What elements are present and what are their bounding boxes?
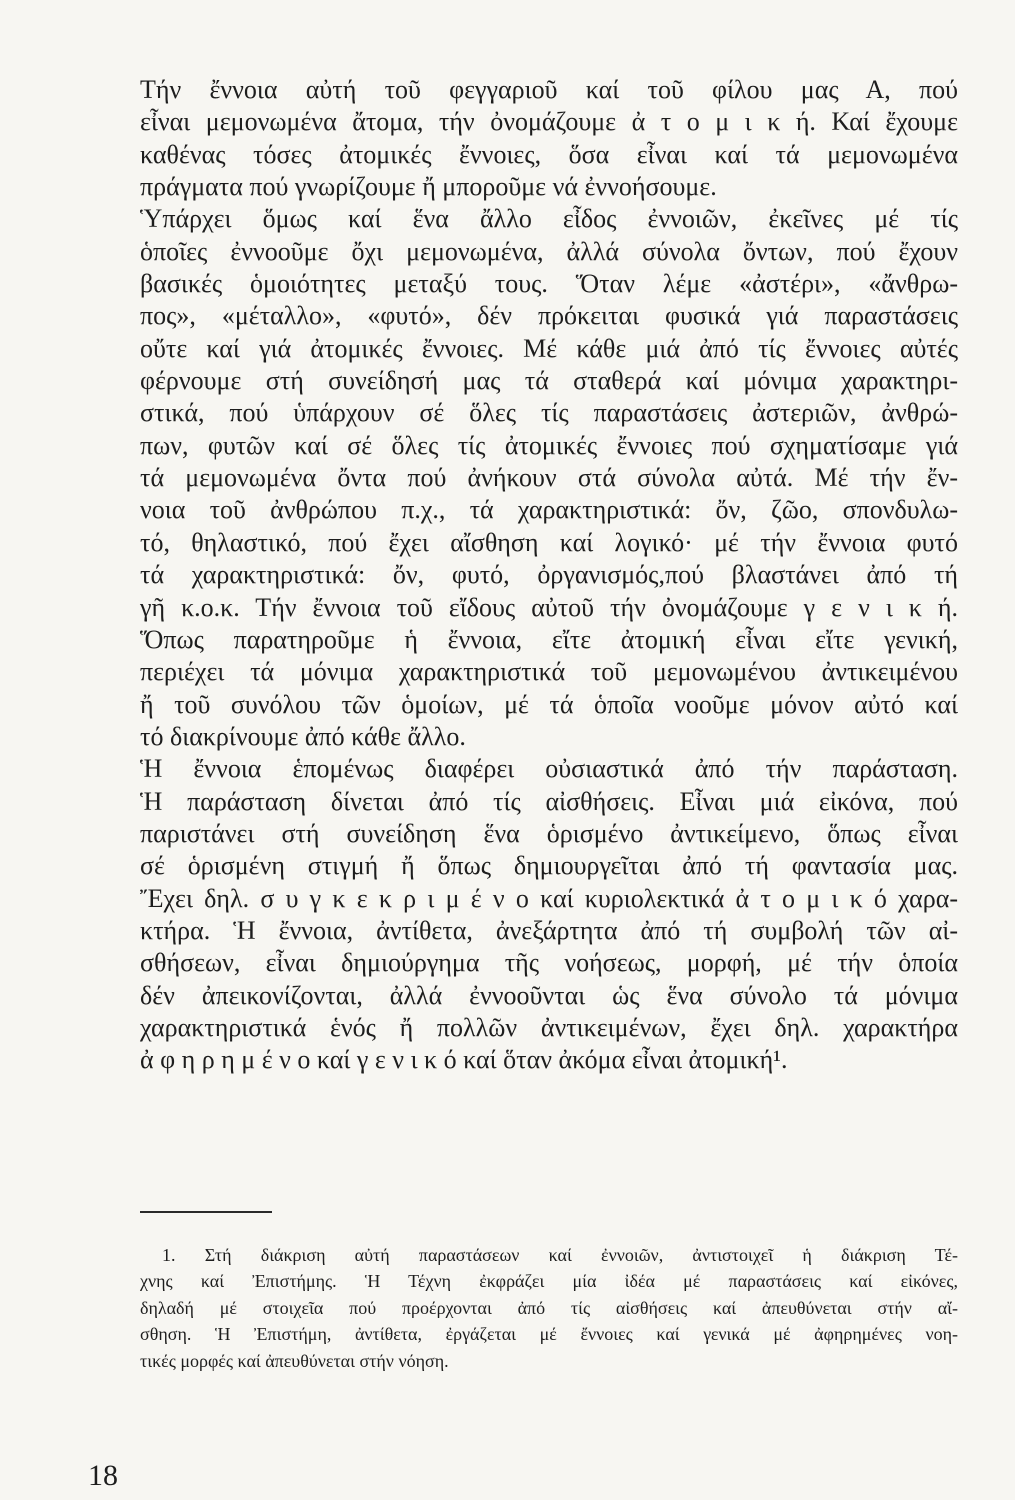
body-line: καθένας τόσες ἀτομικές ἔννοιες, ὅσα εἶναι καί τά μεμονωμένα [140, 139, 958, 169]
body-line: κτήρα. Ἡ ἔννοια, ἀντίθετα, ἀνεξάρτητα ἀπό τή συμβολή τῶν αἰ- [140, 915, 958, 945]
body-line: τό, θηλαστικό, πού ἔχει αἴσθηση καί λογικό· μέ τήν ἔννοια φυτό [140, 527, 958, 557]
body-line: οὔτε καί γιά ἀτομικές ἔννοιες. Μέ κάθε μιά ἀπό τίς ἔννοιες αὐτές [140, 333, 958, 363]
body-text [140, 74, 958, 1077]
body-line: Ἡ ἔννοια ἑπομένως διαφέρει οὐσιαστικά ἀπό τήν παράσταση. [140, 754, 958, 784]
body-line: δέν ἀπεικονίζονται, ἀλλά ἐννοοῦνται ὡς ἕνα σύνολο τά μόνιμα [140, 980, 958, 1010]
body-line: γῆ κ.ο.κ. Τήν ἔννοια τοῦ εἴδους αὐτοῦ τήν ὀνομάζουμε γ ε ν ι κ ή. [140, 592, 958, 622]
body-line: Ἔχει δηλ. σ υ γ κ ε κ ρ ι μ έ ν ο καί κυριολεκτικά ἀ τ ο μ ι κ ό χαρα- [140, 883, 958, 913]
body-line: πράγματα πού γνωρίζουμε ἤ μποροῦμε νά ἐννοήσουμε. [140, 172, 717, 202]
footnote-line: σθηση. Ἡ Ἐπιστήμη, ἀντίθετα, ἐργάζεται μέ ἔννοιες καί γενικά μέ ἀφηρημένες νοη- [140, 1324, 958, 1345]
body-line: τά χαρακτηριστικά: ὄν, φυτό, ὀργανισμός,πού βλαστάνει ἀπό τή [140, 560, 958, 590]
body-line: φέρνουμε στή συνείδησή μας τά σταθερά καί μόνιμα χαρακτηρι- [140, 366, 958, 396]
body-line: τά μεμονωμένα ὄντα πού ἀνήκουν στά σύνολα αὐτά. Μέ τήν ἔν- [140, 463, 958, 493]
footnote-separator-rule [140, 1211, 272, 1213]
body-line: πων, φυτῶν καί σέ ὅλες τίς ἀτομικές ἔννοιες πού σχηματίσαμε γιά [140, 430, 958, 460]
body-line: πος», «μέταλλο», «φυτό», δέν πρόκειται φυσικά γιά παραστάσεις [140, 301, 958, 331]
body-line: σθήσεων, εἶναι δημιούργημα τῆς νοήσεως, μορφή, μέ τήν ὁποία [140, 948, 958, 978]
body-line: χαρακτηριστικά ἑνός ἤ πολλῶν ἀντικειμένων, ἔχει δηλ. χαρακτήρα [140, 1012, 958, 1042]
body-line: βασικές ὁμοιότητες μεταξύ τους. Ὅταν λέμε «ἀστέρι», «ἄνθρω- [140, 269, 958, 299]
body-line: σέ ὁρισμένη στιγμή ἤ ὅπως δημιουργεῖται ἀπό τή φαντασία μας. [140, 851, 958, 881]
body-line: Ὅπως παρατηροῦμε ἡ ἔννοια, εἴτε ἀτομική εἶναι εἴτε γενική, [140, 624, 958, 654]
body-line: ἤ τοῦ συνόλου τῶν ὁμοίων, μέ τά ὁποῖα νοοῦμε μόνον αὐτό καί [140, 689, 958, 719]
body-line: ἀ φ η ρ η μ έ ν ο καί γ ε ν ι κ ό καί ὅταν ἀκόμα εἶναι ἀτομική¹. [140, 1045, 788, 1075]
body-line: παριστάνει στή συνείδηση ἕνα ὁρισμένο ἀντικείμενο, ὅπως εἶναι [140, 818, 958, 848]
footnote-line: τικές μορφές καί ἀπευθύνεται στήν νόηση. [140, 1350, 449, 1371]
footnote-line: δηλαδή μέ στοιχεῖα πού προέρχονται ἀπό τίς αἰσθήσεις καί ἀπευθύνεται στήν αἴ- [140, 1297, 958, 1318]
body-line: στικά, πού ὑπάρχουν σέ ὅλες τίς παραστάσεις ἀστεριῶν, ἀνθρώ- [140, 398, 958, 428]
page-number: 18 [88, 1459, 118, 1492]
footnote-line: 1. Στή διάκριση αὐτή παραστάσεων καί ἐννοιῶν, ἀντιστοιχεῖ ἡ διάκριση Τέ- [162, 1245, 958, 1265]
body-line: Τήν ἔννοια αὐτή τοῦ φεγγαριοῦ καί τοῦ φίλου μας Α, πού [140, 75, 958, 104]
body-line: περιέχει τά μόνιμα χαρακτηριστικά τοῦ μεμονωμένου ἀντικειμένου [140, 657, 958, 687]
body-line: τό διακρίνουμε ἀπό κάθε ἄλλο. [140, 721, 466, 751]
body-line: νοια τοῦ ἀνθρώπου π.χ., τά χαρακτηριστικά: ὄν, ζῶο, σπονδυλω- [140, 495, 958, 525]
footnotes [140, 1242, 958, 1374]
body-line: ὁποῖες ἐννοοῦμε ὄχι μεμονωμένα, ἀλλά σύνολα ὄντων, πού ἔχουν [140, 236, 958, 266]
body-line: Ἡ παράσταση δίνεται ἀπό τίς αἰσθήσεις. Εἶναι μιά εἰκόνα, πού [140, 786, 958, 816]
body-line: εἶναι μεμονωμένα ἄτομα, τήν ὀνομάζουμε ἀ τ ο μ ι κ ή. Καί ἔχουμε [140, 107, 958, 137]
body-line: Ὑπάρχει ὅμως καί ἕνα ἄλλο εἶδος ἐννοιῶν, ἐκεῖνες μέ τίς [140, 204, 958, 234]
footnote-line: χνης καί Ἐπιστήμης. Ἡ Τέχνη ἐκφράζει μία ἰδέα μέ παραστάσεις καί εἰκόνες, [140, 1271, 958, 1292]
